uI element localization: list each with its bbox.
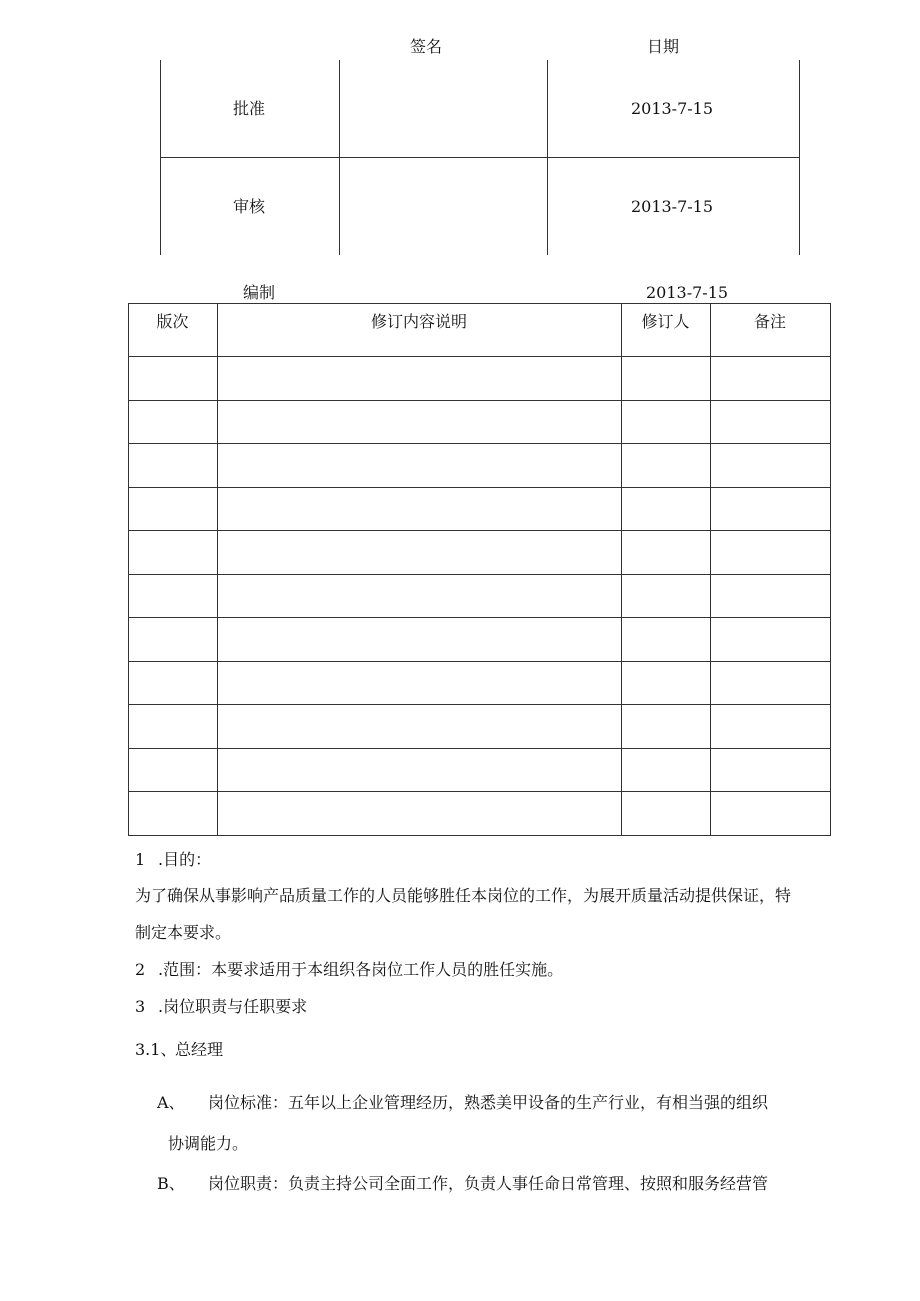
compiled-date: 2013-7-15 — [646, 283, 729, 302]
item-b-label: B、 — [157, 1174, 185, 1193]
header-date: 日期 — [646, 37, 680, 56]
item-a-line1: 岗位标准：五年以上企业管理经历，熟悉美甲设备的生产行业，有相当强的组织 — [208, 1093, 769, 1112]
table-row — [128, 748, 830, 792]
section-1-number: 1 — [135, 850, 146, 869]
item-b-line1: 岗位职责：负责主持公司全面工作，负责人事任命日常管理、按照和服务经营管 — [208, 1174, 769, 1193]
table-row — [128, 617, 830, 661]
approval-hline — [160, 157, 800, 158]
table-row — [128, 661, 830, 705]
review-date: 2013-7-15 — [630, 197, 714, 216]
table-hline-top — [128, 303, 831, 304]
review-role: 审核 — [232, 197, 266, 216]
approve-role: 批准 — [232, 99, 266, 118]
header-signature: 签名 — [409, 37, 443, 56]
table-row — [128, 791, 830, 835]
header-revision-content: 修订内容说明 — [370, 312, 468, 331]
table-row — [128, 704, 830, 748]
section-1-text-line2: 制定本要求。 — [135, 923, 232, 942]
section-1-title: .目的： — [158, 850, 212, 869]
section-3-1-title: 总经理 — [175, 1040, 224, 1059]
section-2-number: 2 — [135, 960, 146, 979]
section-3-text: .岗位职责与任职要求 — [158, 997, 308, 1016]
approve-date: 2013-7-15 — [630, 99, 714, 118]
compiled-label: 编制 — [243, 283, 276, 302]
section-2-text: .范围：本要求适用于本组织各岗位工作人员的胜任实施。 — [158, 960, 564, 979]
table-row — [128, 574, 830, 618]
table-row — [128, 443, 830, 487]
section-1-text-line1: 为了确保从事影响产品质量工作的人员能够胜任本岗位的工作，为展开质量活动提供保证，特 — [135, 886, 792, 905]
header-version: 版次 — [156, 312, 189, 331]
item-a-label: A、 — [157, 1093, 185, 1112]
table-hline-11 — [128, 835, 831, 836]
section-3-1-number: 3.1、 — [135, 1040, 177, 1059]
item-a-line2: 协调能力。 — [168, 1134, 249, 1153]
header-reviser: 修订人 — [641, 312, 690, 331]
header-remark: 备注 — [753, 312, 787, 331]
table-row — [128, 356, 830, 400]
section-3-number: 3 — [135, 997, 146, 1016]
table-row — [128, 487, 830, 531]
table-row — [128, 400, 830, 444]
table-row — [128, 530, 830, 574]
table-vline-4 — [830, 303, 831, 835]
